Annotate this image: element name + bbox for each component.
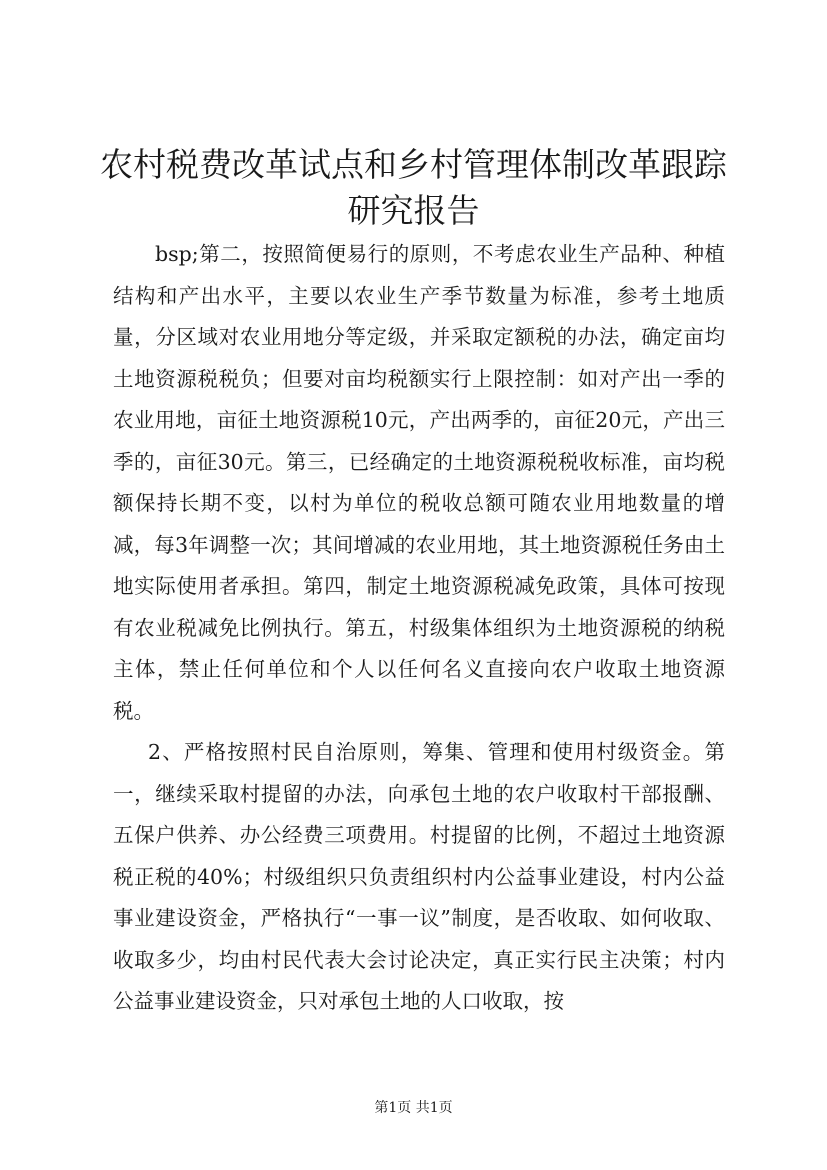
paragraph-1: bsp;第二，按照简便易行的原则，不考虑农业生产品种、种植结构和产出水平，主要以农业生产季节数量为标准，参考土地质量，分区域对农业用地分等定级，并采取定额税的办法，确定亩均土地资源税税负；但要对亩均税额实行上限控制：如对产出一季的农业用地，亩征土地资源税10元，产出两季的，亩征20元，产出三季的，亩征30元。第三，已经确定的土地资源税税收标准，亩均税额保持长期不变，以村为单位的税收总额可随农业用地数量的增减，每3年调整一次；其间增减的农业用地，其土地资源税任务由土地实际使用者承担。第四，制定土地资源税减免政策，具体可按现有农业税减免比例执行。第五，村级集体组织为土地资源税的纳税主体，禁止任何单位和个人以任何名义直接向农户收取土地资源税。 xyxy=(113,242,725,723)
paragraph-2: 2、严格按照村民自治原则，筹集、管理和使用村级资金。第一，继续采取村提留的办法，向承包土地的农户收取村干部报酬、五保户供养、办公经费三项费用。村提留的比例，不超过土地资源税正税的40%；村级组织只负责组织村内公益事业建设，村内公益事业建设资金，严格执行“一事一议”制度，是否收取、如何收取、收取多少，均由村民代表大会讨论决定，真正实行民主决策；村内公益事业建设资金，只对承包土地的人口收取，按 xyxy=(113,740,725,1013)
document-title: 农村税费改革试点和乡村管理体制改革跟踪研究报告 xyxy=(100,145,727,230)
page-footer: 第1页 共1页 xyxy=(374,1100,453,1116)
